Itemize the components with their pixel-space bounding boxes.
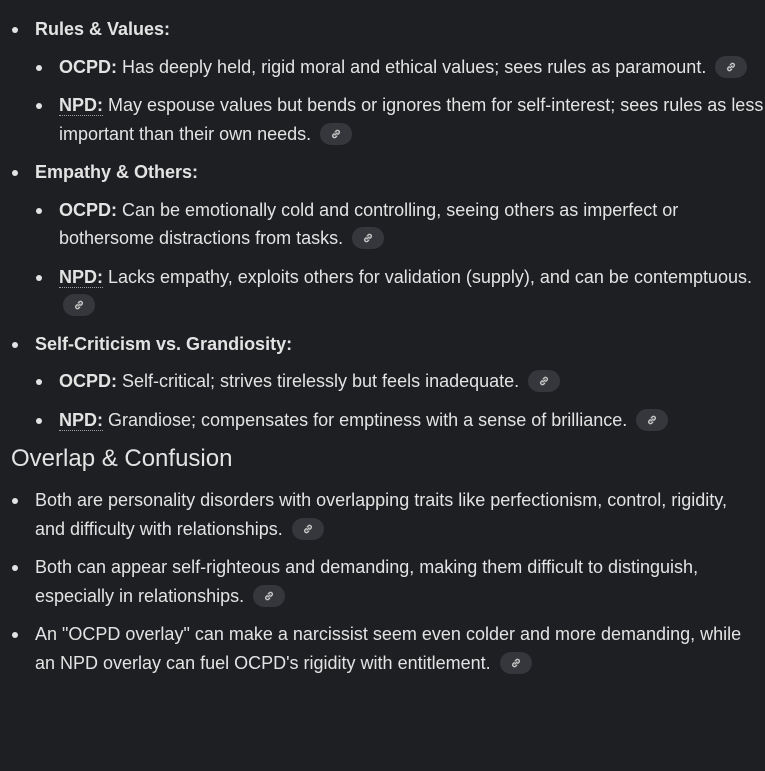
list-item: [35, 263, 765, 320]
section-heading: Overlap & Confusion: [11, 445, 233, 472]
section-title: Self-Criticism vs. Grandiosity:: [35, 333, 293, 354]
overlap-list: [0, 486, 765, 677]
item-text: Has deeply held, rigid moral and ethical values; sees rules as paramount.: [117, 56, 707, 77]
link-icon: [725, 61, 737, 73]
source-link-button[interactable]: [253, 585, 285, 607]
section-empathy-others: [0, 158, 765, 320]
list-item: [35, 367, 765, 396]
item-text: Both are personality disorders with overlapping traits like perfectionism, control, rigidity, and difficulty with relationships.: [35, 490, 727, 539]
source-link-button[interactable]: [320, 123, 352, 145]
link-icon: [302, 523, 314, 535]
comparison-list: [0, 15, 765, 434]
term-npd[interactable]: NPD:: [59, 266, 103, 287]
source-link-button[interactable]: [63, 294, 95, 316]
source-link-button[interactable]: [352, 227, 384, 249]
section-title: Rules & Values:: [35, 19, 171, 39]
list-item: [35, 91, 765, 148]
source-link-button[interactable]: [292, 518, 324, 540]
term-ocpd: OCPD:: [59, 371, 117, 391]
sub-list: [35, 367, 765, 434]
term-ocpd: OCPD:: [59, 56, 117, 77]
link-icon: [330, 128, 342, 140]
item-text: An "OCPD overlay" can make a narcissist seem even colder and more demanding, while an NPD overlay can fuel OCPD's rigidity with entitlement.: [35, 624, 742, 673]
source-link-button[interactable]: [715, 56, 747, 78]
term-npd[interactable]: NPD:: [59, 409, 103, 430]
list-item: [35, 406, 765, 435]
link-icon: [538, 375, 550, 387]
item-text: Both can appear self-righteous and demanding, making them difficult to distinguish, especially in relationships.: [35, 557, 699, 606]
section-title: Empathy & Others:: [35, 162, 199, 182]
item-text: May espouse values but bends or ignores them for self-interest; sees rules as less important than their own needs.: [59, 95, 764, 144]
term-ocpd: OCPD:: [59, 199, 117, 220]
source-link-button[interactable]: [528, 370, 560, 392]
section-self-criticism: [0, 330, 765, 435]
link-icon: [510, 657, 522, 669]
sub-list: [35, 53, 765, 149]
list-item: [35, 196, 765, 253]
list-item: [35, 53, 765, 82]
source-link-button[interactable]: [636, 409, 668, 431]
link-icon: [73, 299, 85, 311]
source-link-button[interactable]: [500, 652, 532, 674]
link-icon: [362, 232, 374, 244]
section-rules-values: [0, 15, 765, 148]
link-icon: [263, 590, 275, 602]
item-text: Grandiose; compensates for emptiness with a sense of brilliance.: [103, 409, 628, 430]
item-text: Self-critical; strives tirelessly but feels inadequate.: [117, 371, 520, 391]
sub-list: [35, 196, 765, 320]
term-npd[interactable]: NPD:: [59, 95, 103, 115]
item-text: Lacks empathy, exploits others for validation (supply), and can be contemptuous.: [103, 266, 753, 287]
link-icon: [646, 414, 658, 426]
item-text: Can be emotionally cold and controlling, seeing others as imperfect or bothersome distractions from tasks.: [59, 199, 679, 248]
list-item: [0, 620, 765, 677]
list-item: [0, 486, 765, 543]
list-item: [0, 553, 765, 610]
